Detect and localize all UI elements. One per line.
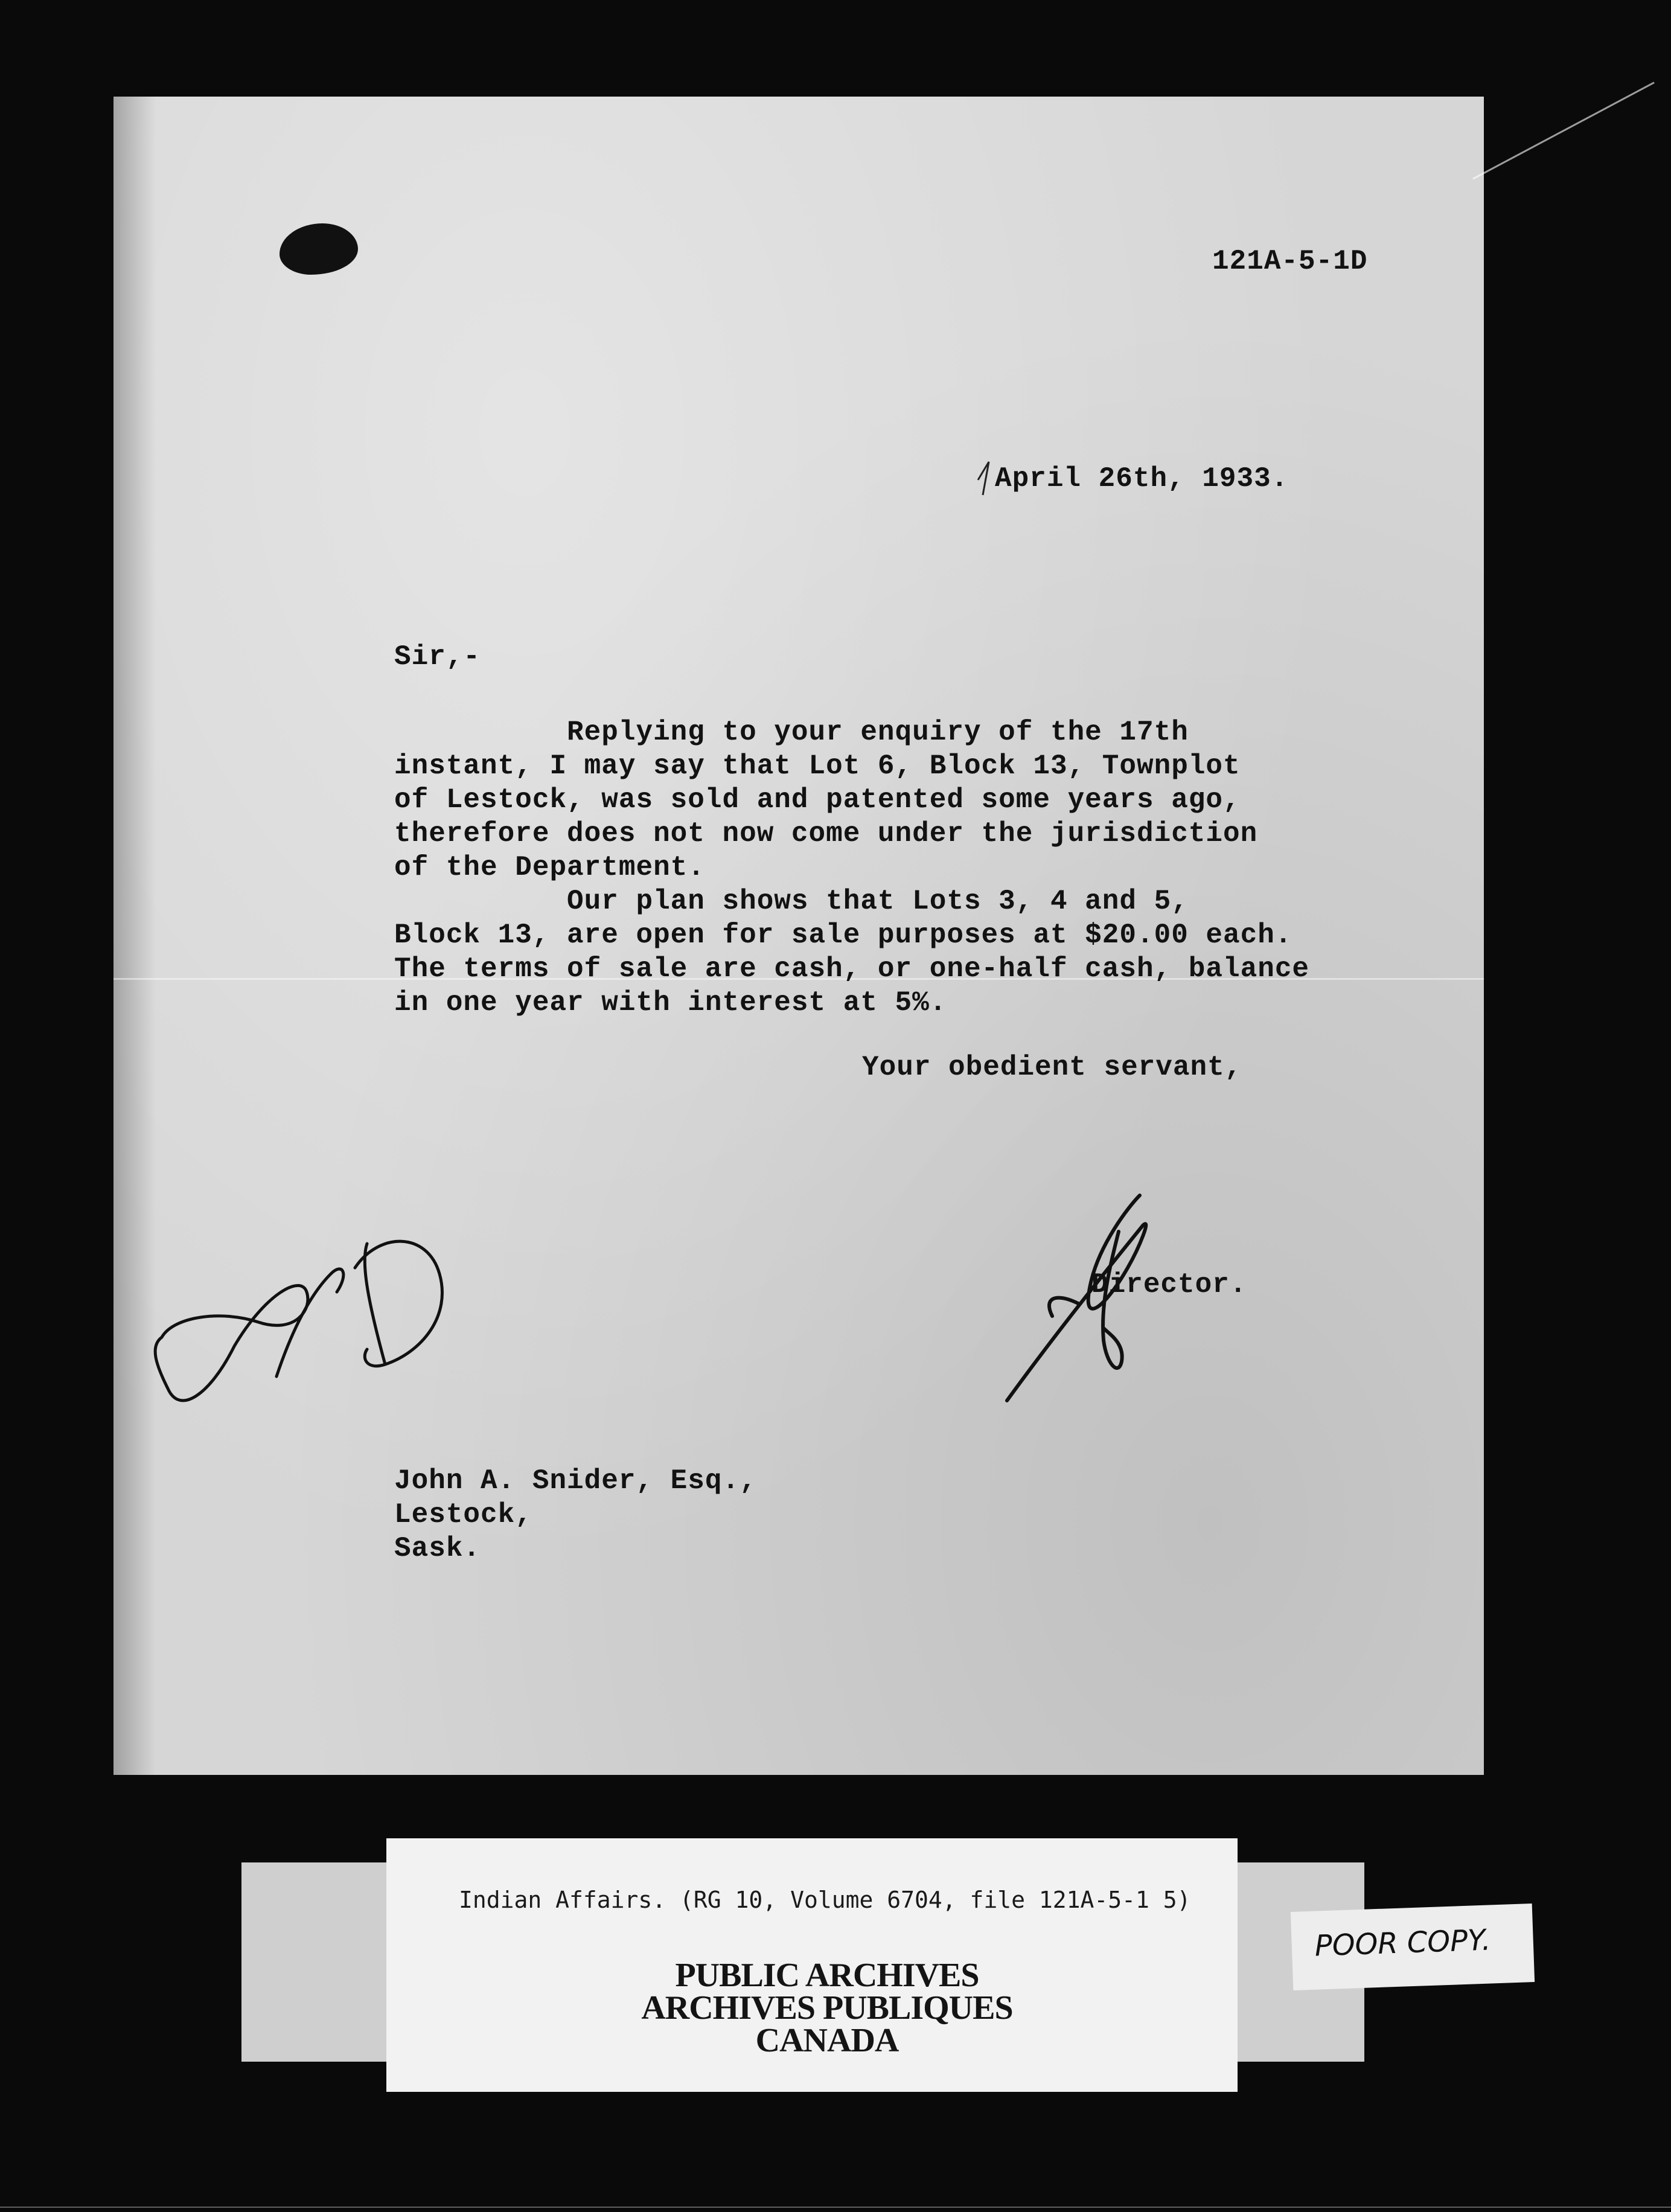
poor-copy-text: POOR COPY. xyxy=(1314,1923,1492,1963)
signatory-title: Director. xyxy=(1091,1269,1247,1300)
archive-stamp-line-1: PUBLIC ARCHIVES xyxy=(675,1957,979,1994)
body-paragraph-2: Our plan shows that Lots 3, 4 and 5, Block 13, are open for sale purposes at $20.00 each. The terms of sale are cash, or one-half cash, balance in one year with interest at 5%. xyxy=(394,886,1310,1018)
film-scratch xyxy=(1472,82,1655,179)
ink-blot xyxy=(280,223,358,275)
body-paragraph-1: Replying to your enquiry of the 17th instant, I may say that Lot 6, Block 13, Townplot of Lestock, was sold and patented some years ago, therefore does not now come under the jurisdiction of the Department. xyxy=(394,717,1258,883)
archive-stamp-line-3: CANADA xyxy=(755,2022,899,2059)
poor-copy-tag xyxy=(1291,1904,1535,1990)
salutation: Sir,- xyxy=(394,641,481,673)
file-reference: 121A-5-1D xyxy=(1212,246,1368,277)
page-edge-shadow xyxy=(113,97,156,1775)
letter-date: April 26th, 1933. xyxy=(995,463,1289,494)
complimentary-closing: Your obedient servant, xyxy=(862,1052,1242,1083)
letter-page xyxy=(113,97,1484,1775)
addressee-block: John A. Snider, Esq., Lestock, Sask. xyxy=(394,1465,757,1564)
archive-citation: Indian Affairs. (RG 10, Volume 6704, file 121A-5-1 5) xyxy=(459,1887,1191,1913)
archive-stamp xyxy=(507,1959,1147,2057)
archive-stamp-line-2: ARCHIVES PUBLIQUES xyxy=(641,1989,1013,2027)
pencil-tick-mark xyxy=(978,462,989,495)
film-edge-line xyxy=(0,2207,1671,2208)
initials-mark xyxy=(155,1241,442,1401)
